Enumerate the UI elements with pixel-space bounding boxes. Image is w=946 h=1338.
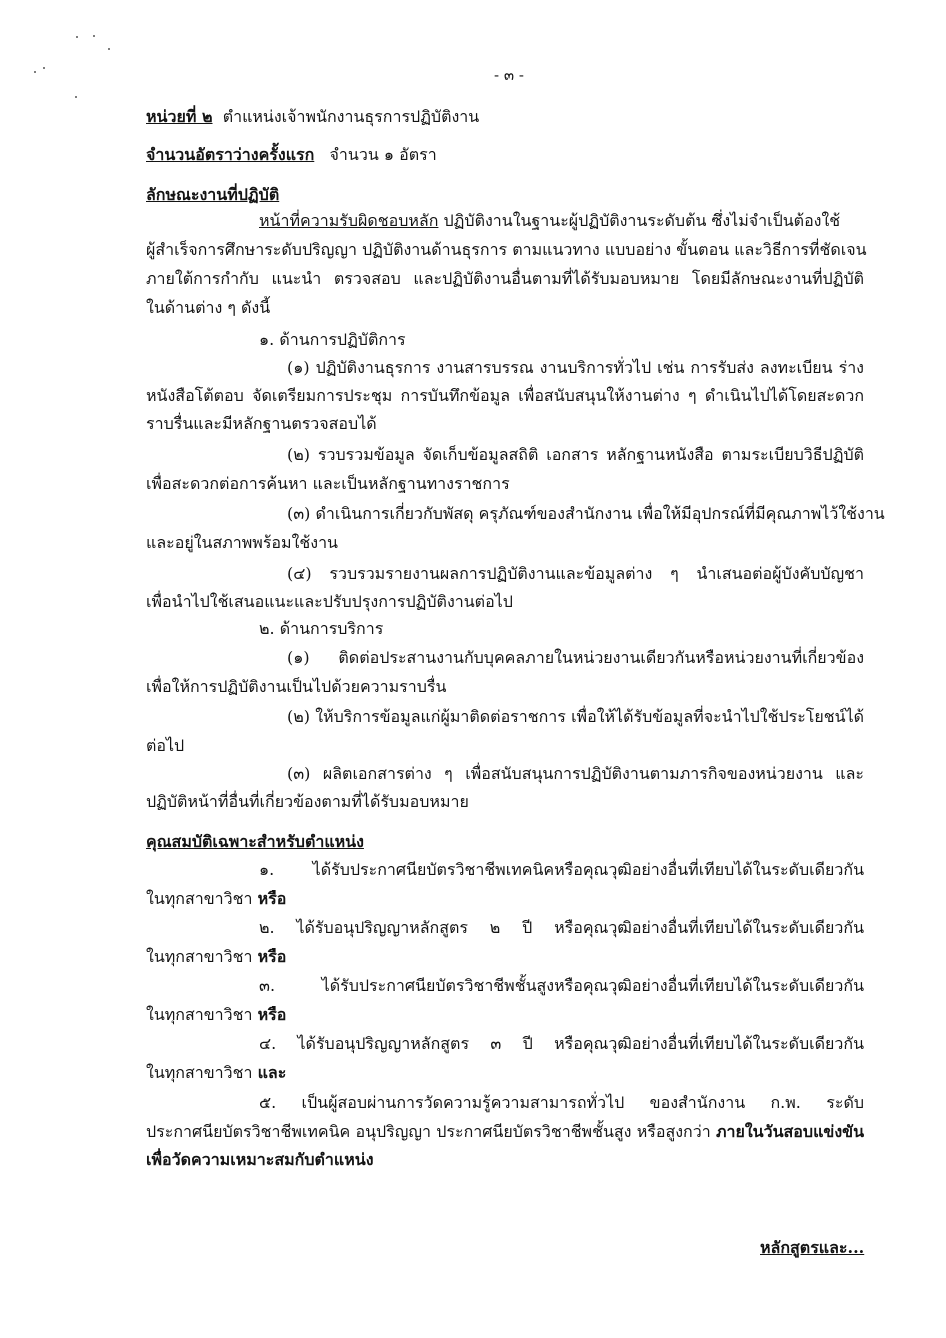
- qualification-line: เพื่อวัดความเหมาะสมกับตำแหน่ง: [146, 1150, 374, 1169]
- qualification-line: [146, 1004, 286, 1026]
- job-intro-line: ภายใต้การกำกับ แนะนำ ตรวจสอบ และปฏิบัติงานอื่นตามที่ได้รับมอบหมาย โดยมีลักษณะงานที่ปฏิบัติ: [146, 269, 864, 288]
- qualification-line: [146, 1062, 286, 1084]
- qualification-field: ในทุกสาขาวิชา: [146, 889, 253, 908]
- scan-speck: [43, 67, 45, 69]
- operations-item-line: (๑) ปฏิบัติงานธุรการ งานสารบรรณ งานบริการทั่วไป เช่น การรับส่ง ลงทะเบียน ร่าง: [287, 358, 864, 377]
- qualification-field: ในทุกสาขาวิชา: [146, 947, 253, 966]
- qualification-conjunction: หรือ: [257, 889, 287, 908]
- vacancy-label: จำนวนอัตราว่างครั้งแรก: [146, 145, 315, 164]
- continuation-text: หลักสูตรและ...: [760, 1238, 865, 1257]
- job-nature-heading: ลักษณะงานที่ปฏิบัติ: [146, 185, 280, 204]
- operations-item-line: เพื่อสะดวกต่อการค้นหา และเป็นหลักฐานทางราชการ: [146, 474, 510, 493]
- scan-speck: [93, 35, 95, 37]
- operations-item-line: ราบรื่นและมีหลักฐานตรวจสอบได้: [146, 414, 377, 433]
- services-heading: ๒. ด้านการบริการ: [259, 619, 384, 638]
- qualification-field: ในทุกสาขาวิชา: [146, 1063, 253, 1082]
- page-number: - ๓ -: [494, 66, 524, 84]
- operations-item-line: (๓) ดำเนินการเกี่ยวกับพัสดุ ครุภัณฑ์ของสำนักงาน เพื่อให้มีอุปกรณ์ที่มีคุณภาพไว้ใช้งาน: [287, 504, 885, 523]
- operations-item-line: (๔) รวบรวมรายงานผลการปฏิบัติงานและข้อมูลต่าง ๆ นำเสนอต่อผู้บังคับบัญชา: [287, 564, 864, 583]
- job-intro-line: ในด้านต่าง ๆ ดังนี้: [146, 298, 271, 317]
- operations-item-line: หนังสือโต้ตอบ จัดเตรียมการประชุม การบันทึกข้อมูล เพื่อสนับสนุนให้งานต่าง ๆ ดำเนินไปได้โดยสะดวก: [146, 386, 864, 405]
- unit-title: [146, 106, 479, 128]
- job-intro-line: [259, 210, 840, 232]
- intro-label: หน้าที่ความรับผิดชอบหลัก: [259, 211, 439, 230]
- qualification-line: ๓. ได้รับประกาศนียบัตรวิชาชีพชั้นสูงหรือคุณวุฒิอย่างอื่นที่เทียบได้ในระดับเดียวกัน: [259, 976, 864, 995]
- qualification-line: ๔. ได้รับอนุปริญญาหลักสูตร ๓ ปี หรือคุณวุฒิอย่างอื่นที่เทียบได้ในระดับเดียวกัน: [259, 1034, 864, 1053]
- qualifications-heading: คุณสมบัติเฉพาะสำหรับตำแหน่ง: [146, 832, 364, 851]
- scan-speck: [108, 48, 110, 50]
- operations-item-line: และอยู่ในสภาพพร้อมใช้งาน: [146, 533, 338, 552]
- vacancy-line: [146, 144, 437, 166]
- position-title: ตำแหน่งเจ้าพนักงานธุรการปฏิบัติงาน: [222, 107, 480, 126]
- unit-label: หน่วยที่ ๒: [146, 107, 213, 126]
- qualification-field: ในทุกสาขาวิชา: [146, 1005, 253, 1024]
- services-item-line: (๓) ผลิตเอกสารต่าง ๆ เพื่อสนับสนุนการปฏิบัติงานตามภารกิจของหน่วยงาน และ: [287, 764, 864, 783]
- qualification-line: ๑. ได้รับประกาศนียบัตรวิชาชีพเทคนิคหรือคุณวุฒิอย่างอื่นที่เทียบได้ในระดับเดียวกัน: [259, 860, 864, 879]
- operations-item-line: เพื่อนำไปใช้เสนอแนะและปรับปรุงการปฏิบัติงานต่อไป: [146, 592, 513, 611]
- qualification-conjunction: และ: [257, 1063, 287, 1082]
- operations-item-line: (๒) รวบรวมข้อมูล จัดเก็บข้อมูลสถิติ เอกสาร หลักฐานหนังสือ ตามระเบียบวิธีปฏิบัติ: [287, 445, 864, 464]
- qualification-line: [146, 888, 286, 910]
- qualification-line: [146, 1121, 864, 1143]
- services-item-line: (๒) ให้บริการข้อมูลแก่ผู้มาติดต่อราชการ เพื่อให้ได้รับข้อมูลที่จะนำไปใช้ประโยชน์ได้: [287, 707, 864, 726]
- scan-speck: [34, 71, 36, 73]
- qualification-emphasis: ภายในวันสอบแข่งขัน: [715, 1122, 864, 1141]
- intro-rest: ปฏิบัติงานในฐานะผู้ปฏิบัติงานระดับต้น ซึ่งไม่จำเป็นต้องใช้: [443, 211, 841, 230]
- services-item-line: ต่อไป: [146, 736, 185, 755]
- scan-speck: [76, 36, 78, 38]
- vacancy-value: จำนวน ๑ อัตรา: [329, 145, 437, 164]
- qualification-line: ๒. ได้รับอนุปริญญาหลักสูตร ๒ ปี หรือคุณวุฒิอย่างอื่นที่เทียบได้ในระดับเดียวกัน: [259, 918, 864, 937]
- services-item-line: เพื่อให้การปฏิบัติงานเป็นไปด้วยความราบรื่น: [146, 677, 447, 696]
- qualification-conjunction: หรือ: [257, 1005, 287, 1024]
- qualification-conjunction: หรือ: [257, 947, 287, 966]
- scan-speck: [75, 96, 77, 98]
- job-intro-line: ผู้สำเร็จการศึกษาระดับปริญญา ปฏิบัติงานด้านธุรการ ตามแนวทาง แบบอย่าง ขั้นตอน และวิธีการที่ชัดเจน: [146, 240, 867, 259]
- qualification-line: [146, 946, 286, 968]
- services-item-line: ปฏิบัติหน้าที่อื่นที่เกี่ยวข้องตามที่ได้รับมอบหมาย: [146, 792, 469, 811]
- qualification-text: ประกาศนียบัตรวิชาชีพเทคนิค อนุปริญญา ประกาศนียบัตรวิชาชีพชั้นสูง หรือสูงกว่า: [146, 1122, 711, 1141]
- services-item-line: (๑) ติดต่อประสานงานกับบุคคลภายในหน่วยงานเดียวกันหรือหน่วยงานที่เกี่ยวข้อง: [287, 648, 864, 667]
- operations-heading: ๑. ด้านการปฏิบัติการ: [259, 330, 406, 349]
- qualification-line: ๕. เป็นผู้สอบผ่านการวัดความรู้ความสามารถทั่วไป ของสำนักงาน ก.พ. ระดับ: [259, 1093, 864, 1112]
